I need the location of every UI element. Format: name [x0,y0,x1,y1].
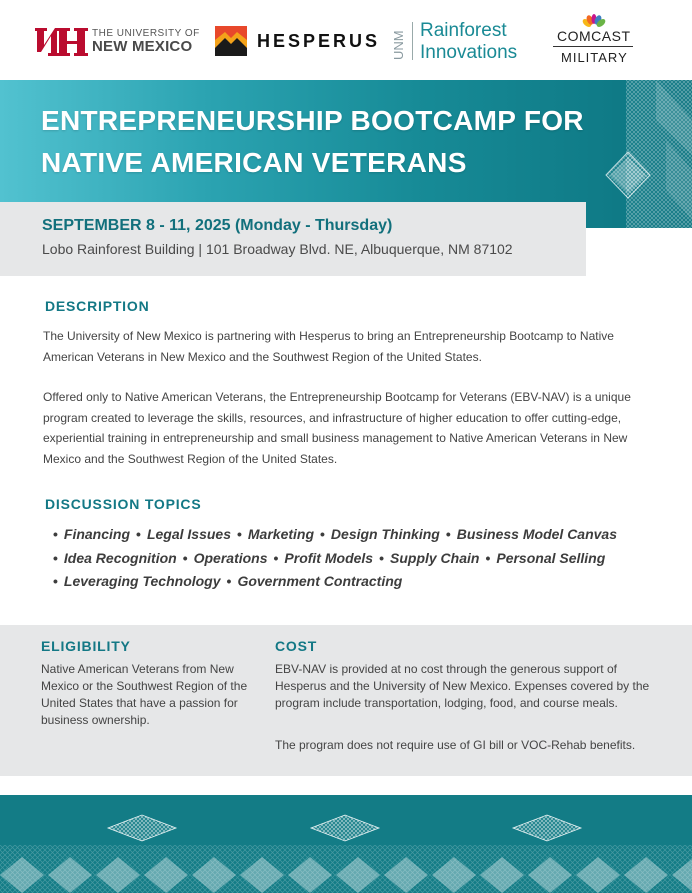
topic-bullet: • [182,550,188,566]
title-line2: NATIVE AMERICAN VETERANS [41,147,467,178]
page-title [41,100,601,184]
description-para1: The University of New Mexico is partnering with Hesperus to bring an Entrepreneurship Bootcamp to Native American Veterans in New Mexico and the Southwest Region of the United States. [43,329,614,364]
topic-item: Legal Issues [146,526,231,542]
topic-item: Supply Chain [390,550,480,566]
topic-item: Business Model Canvas [456,526,617,542]
description-heading: DESCRIPTION [45,298,150,314]
topics-row-2 [53,550,605,566]
description-para2: Offered only to Native American Veterans, the Entrepreneurship Bootcamp for Veterans (EBV-NAV) is a unique program created to leverage the skills, resources, and infrastructure of higher education to offer cutting-edge, experiential training in entrepreneurship and small business management to Native American Veterans in New Mexico and the Southwest Region of the United States. [43,390,631,466]
topic-bullet: • [273,550,279,566]
topic-item: Leveraging Technology [63,573,221,589]
hesperus-logo-icon [215,26,247,56]
comcast-divider [553,46,633,47]
event-date: SEPTEMBER 8 - 11, 2025 (Monday - Thursday) [42,217,393,234]
topics-heading: DISCUSSION TOPICS [45,496,202,512]
comcast-wordmark: COMCAST [557,28,631,44]
rainforest-unm-mark [390,22,408,62]
event-venue: Lobo Rainforest Building | 101 Broadway Blvd. NE, Albuquerque, NM 87102 [42,241,513,257]
footer-diamond-pattern [0,795,692,893]
topic-bullet: • [53,526,58,542]
topic-bullet: • [236,526,242,542]
topic-bullet: • [53,573,58,589]
cost-text1: EBV-NAV is provided at no cost through the generous support of Hesperus and the University of New Mexico. Expenses covered by the program include transportation, lodging, food, and course meals. [275,662,650,710]
topic-bullet: • [320,526,325,542]
topic-bullet: • [136,526,141,542]
cost-heading: COST [275,638,318,654]
unm-wordmark [92,27,200,53]
eligibility-text: Native American Veterans from New Mexico or the Southwest Region of the United States that have a passion for business ownership. [41,662,248,727]
title-line1: ENTREPRENEURSHIP BOOTCAMP FOR [41,105,584,136]
topics-row-3 [53,573,402,589]
topic-item: Design Thinking [330,526,440,542]
topic-item: Idea Recognition [63,550,177,566]
topic-item: Government Contracting [237,573,403,589]
comcast-peacock-icon [582,14,606,28]
military-wordmark: MILITARY [561,50,628,65]
topic-item: Financing [63,526,131,542]
cost-text2: The program does not require use of GI bill or VOC-Rehab benefits. [275,738,636,752]
rainforest-prefix: UNM [391,30,406,60]
topic-bullet: • [53,550,58,566]
eligibility-heading: ELIGIBILITY [41,638,131,654]
rainforest-line1: Rainforest [420,20,507,41]
unm-line1: THE UNIVERSITY OF [92,28,200,39]
hero-diamond-pattern [586,80,692,228]
date-panel [0,202,586,276]
topic-item: Profit Models [284,550,374,566]
topic-item: Personal Selling [496,550,606,566]
rainforest-wordmark [420,20,517,64]
unm-logo-icon [34,24,88,56]
unm-line2: NEW MEXICO [92,38,193,55]
rainforest-line2: Innovations [420,42,518,63]
rainforest-divider [412,22,413,60]
topic-item: Marketing [247,526,315,542]
topic-bullet: • [226,573,232,589]
topic-item: Operations [193,550,268,566]
topics-row-1 [53,526,617,542]
hesperus-wordmark: HESPERUS [257,31,381,51]
topic-bullet: • [445,526,451,542]
topic-bullet: • [379,550,384,566]
topic-bullet: • [485,550,491,566]
